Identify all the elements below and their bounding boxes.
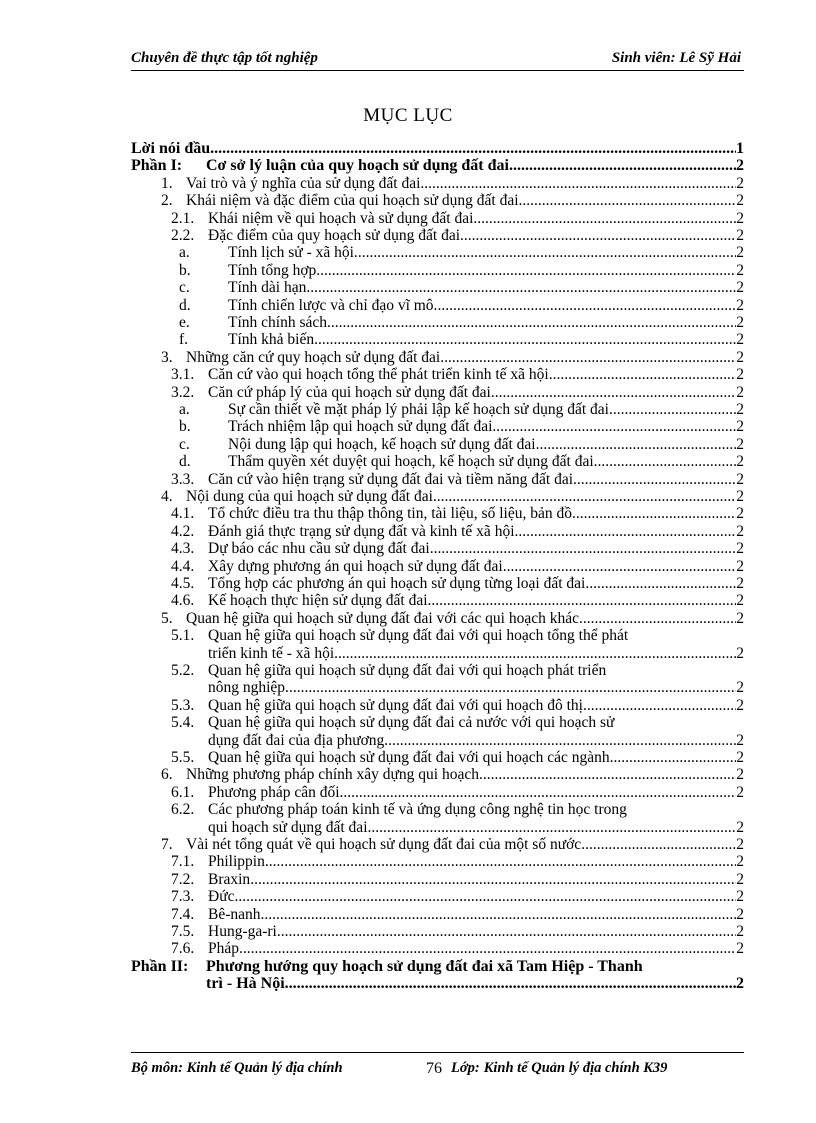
- toc-entry-number: Phần I:: [131, 157, 183, 175]
- toc-entry[interactable]: [131, 314, 744, 331]
- toc-entry-page: 2: [736, 192, 744, 210]
- toc-entry[interactable]: [131, 906, 744, 923]
- toc-entry-number: 5.4.: [171, 714, 195, 732]
- toc-entry-number: 4.4.: [171, 557, 195, 575]
- toc-entry-page: 2: [736, 905, 744, 923]
- toc-entry-page: 2: [736, 435, 744, 453]
- dot-leader: [492, 418, 736, 435]
- toc-entry-number: d.: [179, 296, 191, 314]
- toc-entry-title: Quan hệ giữa qui hoạch sử dụng đất đai với qui hoạch đô thị.: [208, 696, 587, 714]
- toc-entry[interactable]: [131, 610, 744, 627]
- toc-entry[interactable]: [131, 662, 744, 697]
- toc-entry-number: 6.2.: [171, 801, 195, 819]
- toc-entry-page: 2: [736, 227, 744, 244]
- toc-entry[interactable]: [131, 575, 744, 592]
- toc-entry-page: 2: [736, 975, 744, 993]
- toc-entry[interactable]: [131, 540, 744, 557]
- toc-entry[interactable]: [131, 157, 744, 174]
- toc-entry-number: 2.2.: [171, 227, 195, 244]
- toc-entry-title: Căn cứ pháp lý của qui hoạch sử dụng đất đai.: [208, 383, 495, 401]
- dot-leader: [388, 732, 736, 749]
- toc-entry-page: 1: [736, 140, 744, 157]
- toc-entry-title: Sự cần thiết về mặt pháp lý phải lập kế hoạch sử dụng đất đai.: [228, 401, 613, 418]
- dot-leader: [589, 575, 736, 592]
- toc-entry-title: Dự báo các nhu cầu sử dụng đất đai: [208, 540, 430, 558]
- toc-entry-page: 2: [736, 174, 744, 192]
- toc-entry-title: Phương pháp cân đối.: [208, 783, 344, 801]
- toc-entry-title: Quan hệ giữa qui hoạch sử dụng đất đai cả nước với qui hoạch sử: [208, 714, 615, 732]
- toc-entry-page: 2: [736, 157, 744, 175]
- toc-entry-title: Kế hoạch thực hiện sử dụng đất đai.: [208, 592, 432, 610]
- dot-leader: [483, 766, 736, 783]
- dot-leader: [539, 436, 736, 453]
- toc-entry-title: Thẩm quyền xét duyệt qui hoạch, kế hoạch sử dụng đất đai.: [228, 453, 598, 471]
- toc-entry[interactable]: [131, 471, 744, 488]
- toc-entry-number: 7.3.: [171, 888, 195, 906]
- toc-entry[interactable]: [131, 453, 744, 470]
- toc-entry-number: 4.5.: [171, 575, 195, 592]
- toc-entry-number: 3.2.: [171, 383, 195, 401]
- toc-entry[interactable]: [131, 697, 744, 714]
- toc-entry[interactable]: [131, 505, 744, 522]
- toc-entry-page: 2: [736, 679, 744, 697]
- toc-entry-number: 6.: [161, 766, 173, 784]
- toc-entry[interactable]: [131, 766, 744, 783]
- dot-leader: [585, 836, 736, 853]
- toc-entry-page: 2: [736, 783, 744, 801]
- dot-leader: [289, 975, 736, 992]
- toc-entry[interactable]: [131, 627, 744, 662]
- toc-entry-page: 2: [736, 818, 744, 836]
- page-footer: [131, 1060, 744, 1080]
- toc-entry-title: Tính chiến lược và chỉ đạo vĩ mô.: [228, 296, 438, 314]
- toc-entry-page: 2: [736, 314, 744, 331]
- toc-entry-title: Phương hướng quy hoạch sử dụng đất đai xã Tam Hiệp - Thanh: [206, 957, 643, 975]
- toc-entry-page: 2: [736, 244, 744, 262]
- toc-entry-page: 2: [736, 401, 744, 418]
- toc-entry-number: 4.3.: [171, 540, 195, 558]
- page-number: 76: [426, 1060, 442, 1077]
- toc-entry-title: Đức: [208, 888, 235, 906]
- toc-entry-page: 2: [736, 522, 744, 540]
- toc-entry[interactable]: [131, 523, 744, 540]
- toc-entry-page: 2: [736, 696, 744, 714]
- toc-entry-number: 5.1.: [171, 627, 195, 645]
- toc-entry[interactable]: [131, 349, 744, 366]
- toc-entry-page: 2: [736, 749, 744, 766]
- toc-entry-title: Tổ chức điều tra thu thập thông tin, tài liệu, số liệu, bản đồ.: [208, 505, 576, 523]
- toc-entry-title: Lời nói đầu: [131, 140, 211, 157]
- toc-entry-number: 6.1.: [171, 783, 195, 801]
- toc-entry-page: 2: [736, 261, 744, 279]
- footer-right-label: Lớp:: [451, 1060, 480, 1076]
- toc-entry-number: 7.6.: [171, 940, 195, 958]
- toc-entry-title: Tính tổng hợp: [228, 261, 317, 279]
- footer-left: Bộ môn: Kinh tế Quản lý địa chính: [131, 1060, 343, 1076]
- toc-entry[interactable]: [131, 210, 744, 227]
- toc-entry-number: a.: [179, 401, 190, 418]
- toc-entry-title: Các phương pháp toán kinh tế và ứng dụng công nghệ tin học trong: [208, 801, 627, 819]
- toc-entry-number: b.: [179, 418, 191, 436]
- toc-entry-page: 2: [736, 209, 744, 227]
- toc-entry-number: 4.6.: [171, 592, 195, 610]
- toc-entry-page: 2: [736, 296, 744, 314]
- dot-leader: [598, 453, 737, 470]
- toc-entry-number: 7.: [161, 836, 173, 853]
- toc-entry[interactable]: [131, 331, 744, 348]
- toc-entry-title: Khái niệm và đặc điểm của qui hoạch sử dụng đất đai: [186, 192, 519, 210]
- toc-entry-number: 2.: [161, 192, 173, 210]
- toc-entry[interactable]: [131, 244, 744, 261]
- toc-entry[interactable]: [131, 592, 744, 609]
- toc-entry-title: Bê-nanh: [208, 905, 261, 923]
- dot-leader: [464, 227, 736, 244]
- dot-leader: [507, 558, 737, 575]
- dot-leader: [239, 940, 736, 957]
- toc-entry[interactable]: [131, 749, 744, 766]
- toc-entry-title: Đặc điểm của quy hoạch sử dụng đất đai.: [208, 227, 464, 244]
- toc-entry-number: c.: [179, 279, 190, 297]
- toc-entry-page: 2: [736, 331, 744, 349]
- dot-leader: [277, 923, 736, 940]
- dot-leader: [314, 331, 736, 348]
- dot-leader: [579, 610, 736, 627]
- toc-entry-number: 5.5.: [171, 749, 195, 766]
- toc-entry-page: 2: [736, 453, 744, 471]
- toc-entry-page: 2: [736, 940, 744, 958]
- dot-leader: [265, 853, 736, 870]
- dot-leader: [610, 749, 737, 766]
- toc-entry-page: 2: [736, 557, 744, 575]
- toc-entry-number: b.: [179, 261, 191, 279]
- toc-entry-number: 5.: [161, 609, 173, 627]
- dot-leader: [515, 523, 737, 540]
- toc-entry[interactable]: [131, 175, 744, 192]
- toc-entry-number: d.: [179, 453, 191, 471]
- toc-entry[interactable]: [131, 366, 744, 383]
- dot-leader: [343, 784, 736, 801]
- toc-entry[interactable]: [131, 714, 744, 749]
- toc-entry-number: f.: [179, 331, 189, 349]
- dot-leader: [473, 210, 736, 227]
- toc-entry-title: Tính dài hạn: [228, 279, 307, 297]
- toc-entry-title: nông nghiệp.: [208, 679, 289, 697]
- toc-entry-page: 2: [736, 348, 744, 366]
- dot-leader: [210, 140, 736, 157]
- toc-entry-title: Quan hệ giữa qui hoạch sử dụng đất đai với qui hoạch phát triển: [208, 662, 607, 679]
- dot-leader: [316, 262, 736, 279]
- header-left: Chuyên đề thực tập tốt nghiệp: [131, 50, 318, 66]
- toc-entry-title: Vài nét tổng quát về qui hoạch sử dụng đất đai của một số nước.: [186, 836, 586, 853]
- dot-leader: [289, 679, 736, 696]
- toc-entry-title: Nội dung của qui hoạch sử dụng đất đai.: [186, 488, 437, 505]
- toc-entry[interactable]: [131, 923, 744, 940]
- toc-entry-title: Đánh giá thực trạng sử dụng đất và kinh tế xã hội: [208, 522, 515, 540]
- toc-entry-page: 2: [736, 766, 744, 784]
- dot-leader: [613, 401, 736, 418]
- toc-entry-number: 2.1.: [171, 209, 195, 227]
- page-title: MỤC LỤC: [363, 105, 453, 126]
- toc-entry-title: Cơ sở lý luận của quy hoạch sử dụng đất đai: [206, 157, 509, 175]
- toc-entry-number: c.: [179, 435, 190, 453]
- toc-entry-title: triển kinh tế - xã hội.: [208, 644, 338, 662]
- toc-entry-title: Xây dựng phương án qui hoạch sử dụng đất đai.: [208, 557, 507, 575]
- toc-entry-title: Những phương pháp chính xây dựng qui hoạch.: [186, 766, 483, 784]
- toc-entry[interactable]: [131, 297, 744, 314]
- toc-entry[interactable]: [131, 262, 744, 279]
- dot-leader: [420, 175, 736, 192]
- toc-entry[interactable]: [131, 871, 744, 888]
- toc-entry-title: Tổng hợp các phương án qui hoạch sử dụng từng loại đất đai.: [208, 575, 590, 592]
- toc-entry-title: Tính chính sách: [228, 314, 328, 331]
- toc-entry-number: 3.1.: [171, 366, 195, 384]
- toc-entry[interactable]: [131, 940, 744, 957]
- header-right: Sinh viên: Lê Sỹ Hải: [611, 50, 741, 66]
- dot-leader: [250, 871, 736, 888]
- dot-leader: [587, 697, 736, 714]
- toc-entry[interactable]: [131, 401, 744, 418]
- toc-entry-title: Tính lịch sử - xã hội.: [228, 244, 358, 262]
- toc-entry[interactable]: [131, 888, 744, 905]
- toc-entry-title: Hung-ga-ri: [208, 923, 277, 940]
- toc-entry-number: 4.1.: [171, 505, 195, 523]
- toc-entry-title: Nội dung lập qui hoạch, kế hoạch sử dụng đất đai.: [228, 435, 540, 453]
- toc-entry-title: Căn cứ vào hiện trạng sử dụng đất đai và tiềm năng đất đai.: [208, 470, 577, 488]
- toc-entry-page: 2: [736, 279, 744, 297]
- toc-entry-title: Pháp: [208, 940, 239, 958]
- toc-entry-number: 7.1.: [171, 853, 195, 871]
- toc-entry-page: 2: [736, 470, 744, 488]
- toc-entry-number: 5.2.: [171, 662, 195, 679]
- dot-leader: [431, 592, 736, 609]
- toc-entry-number: 7.2.: [171, 870, 195, 888]
- dot-leader: [306, 279, 736, 296]
- toc-entry[interactable]: [131, 558, 744, 575]
- dot-leader: [577, 471, 736, 488]
- dot-leader: [430, 540, 737, 557]
- toc-entry-number: 5.3.: [171, 696, 195, 714]
- toc-entry-title: Quan hệ giữa qui hoạch sử dụng đất đai với các qui hoạch khác: [186, 609, 580, 627]
- dot-leader: [437, 297, 736, 314]
- dot-leader: [576, 505, 736, 522]
- toc-entry-title: Braxin: [208, 870, 251, 888]
- dot-leader: [338, 645, 736, 662]
- dot-leader: [553, 366, 737, 383]
- toc-entry-page: 2: [736, 644, 744, 662]
- toc-entry-number: 3.3.: [171, 470, 195, 488]
- toc-entry-page: 2: [736, 731, 744, 749]
- toc-entry-page: 2: [736, 853, 744, 871]
- toc-entry-number: Phần II:: [131, 957, 189, 975]
- dot-leader: [495, 384, 737, 401]
- dot-leader: [519, 192, 737, 209]
- toc-entry[interactable]: [131, 227, 744, 244]
- toc-entry[interactable]: [131, 192, 744, 209]
- toc-entry[interactable]: [131, 279, 744, 296]
- toc-entry-page: 2: [736, 366, 744, 384]
- toc-entry-number: 4.: [161, 488, 173, 505]
- toc-entry[interactable]: [131, 384, 744, 401]
- toc-entry[interactable]: [131, 418, 744, 435]
- toc-entry-title: Tính khả biến: [228, 331, 315, 349]
- toc-entry-title: Philippin: [208, 853, 265, 871]
- toc-entry-title: Căn cứ vào qui hoạch tổng thể phát triển kinh tế xã hội.: [208, 366, 553, 384]
- toc-entry[interactable]: [131, 784, 744, 801]
- toc-entry-page: 2: [736, 383, 744, 401]
- dot-leader: [437, 488, 736, 505]
- toc-entry-title: dụng đất đai của địa phương.: [208, 731, 389, 749]
- toc-entry-page: 2: [736, 575, 744, 592]
- footer-right: [451, 1060, 667, 1077]
- dot-leader: [358, 244, 736, 261]
- toc-entry-page: 2: [736, 488, 744, 505]
- toc-entry[interactable]: [131, 853, 744, 870]
- toc-entry-number: 4.2.: [171, 522, 195, 540]
- toc-entry-title: qui hoạch sử dụng đất đai.: [208, 818, 372, 836]
- toc-entry-title: Vai trò và ý nghĩa của sử dụng đất đai: [186, 174, 421, 192]
- toc-entry-title: Khái niệm về qui hoạch và sử dụng đất đai: [208, 209, 474, 227]
- toc-entry[interactable]: [131, 958, 744, 993]
- toc-entry-page: 2: [736, 592, 744, 610]
- toc-entry-title: Quan hệ giữa qui hoạch sử dụng đất đai với qui hoạch tổng thể phát: [208, 627, 629, 645]
- dot-leader: [444, 349, 736, 366]
- dot-leader: [327, 314, 736, 331]
- toc-entry-number: 3.: [161, 348, 173, 366]
- toc-entry-title: Trách nhiệm lập qui hoạch sử dụng đất đai: [228, 418, 493, 436]
- toc-entry-page: 2: [736, 836, 744, 853]
- toc-entry[interactable]: [131, 140, 744, 157]
- page-header: [131, 50, 744, 71]
- footer-right-text: Kinh tế Quản lý địa chính K39: [483, 1060, 668, 1076]
- toc-entry-number: 7.5.: [171, 923, 195, 940]
- dot-leader: [371, 819, 736, 836]
- toc-entry[interactable]: [131, 436, 744, 453]
- toc-entry-title: Quan hệ giữa qui hoạch sử dụng đất đai với qui hoạch các ngành: [208, 749, 610, 766]
- toc-entry-title: Những căn cứ quy hoạch sử dụng đất đai.: [186, 348, 445, 366]
- toc-entry-number: e.: [179, 314, 190, 331]
- toc-entry[interactable]: [131, 801, 744, 836]
- toc-entry-number: a.: [179, 244, 190, 262]
- toc-entry-page: 2: [736, 888, 744, 906]
- footer-divider: [131, 1052, 744, 1053]
- toc-entry-page: 2: [736, 418, 744, 436]
- toc-entry-page: 2: [736, 540, 744, 558]
- toc-entry-number: 7.4.: [171, 905, 195, 923]
- toc-entry[interactable]: [131, 488, 744, 505]
- toc-entry-page: 2: [736, 505, 744, 523]
- toc-entry[interactable]: [131, 836, 744, 853]
- dot-leader: [509, 157, 736, 174]
- toc-entry-page: 2: [736, 609, 744, 627]
- toc-entry-title: trì - Hà Nội.: [206, 975, 289, 993]
- toc-entry-number: 1.: [161, 174, 173, 192]
- toc-entry-page: 2: [736, 870, 744, 888]
- toc-entry-page: 2: [736, 923, 744, 940]
- dot-leader: [234, 888, 736, 905]
- dot-leader: [261, 906, 737, 923]
